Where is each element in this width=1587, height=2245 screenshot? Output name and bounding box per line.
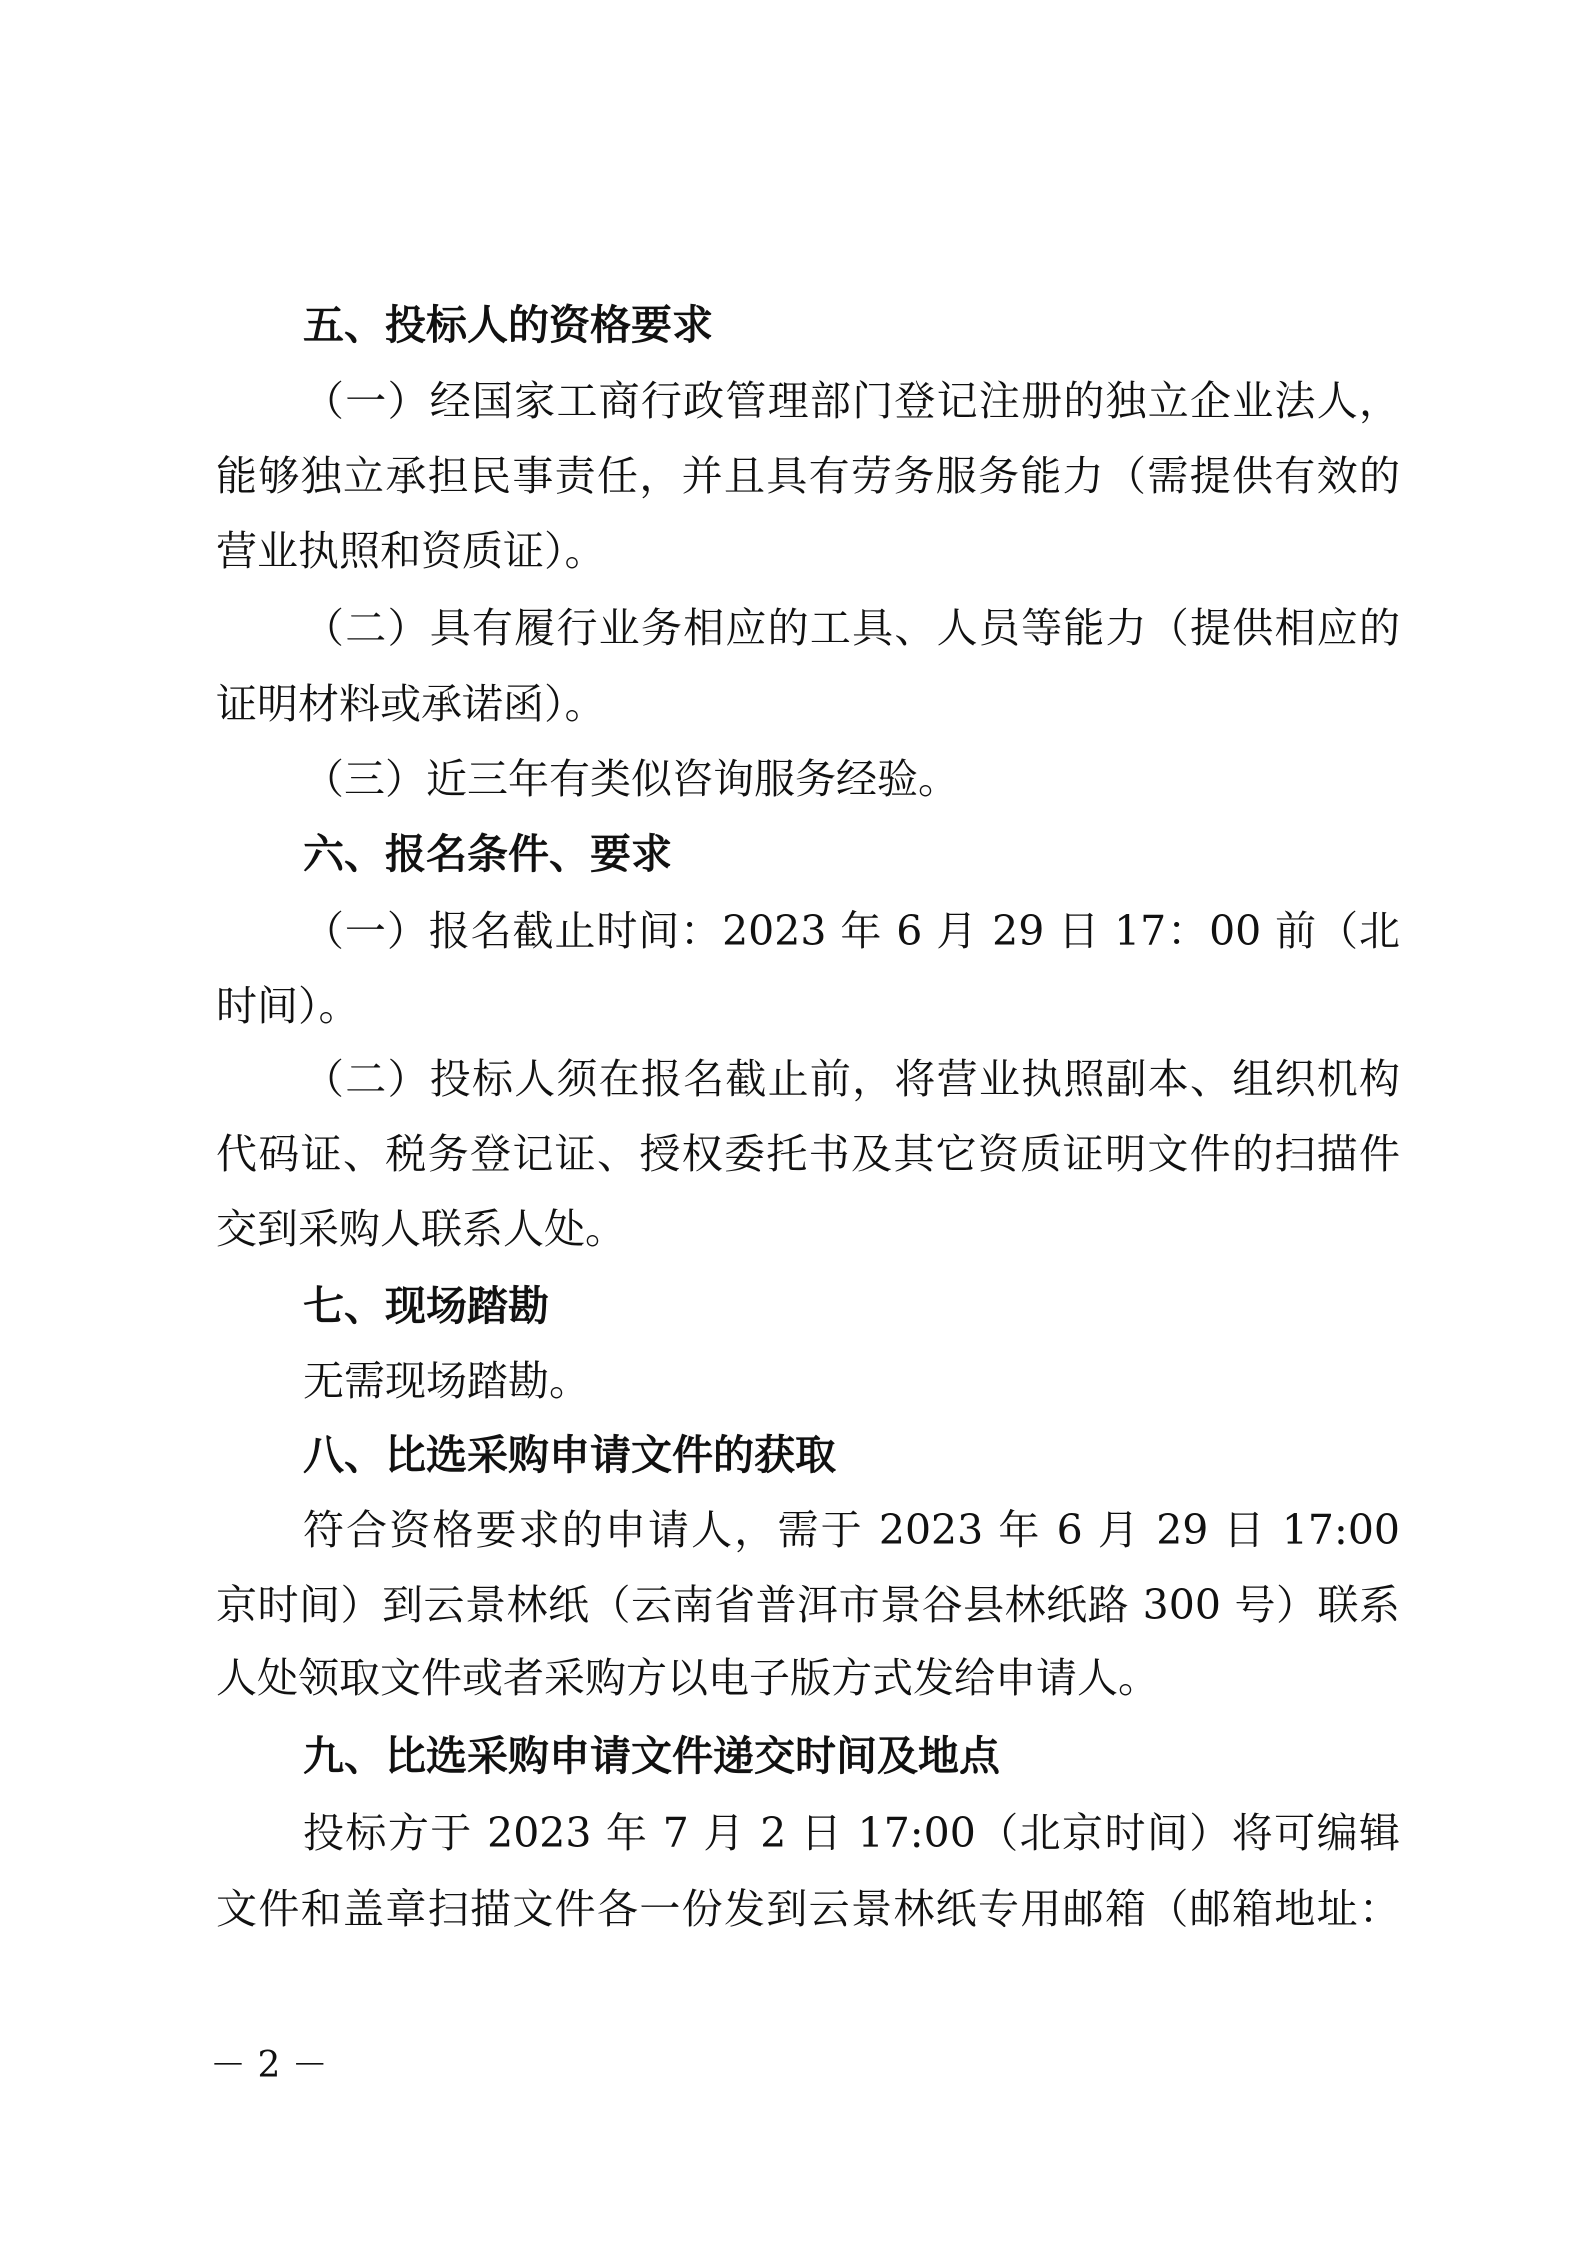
paragraph-line: 符合资格要求的申请人，需于 2023 年 6 月 29 日 17:00 xyxy=(303,1506,1400,1554)
paragraph-line: 证明材料或承诺函）。 xyxy=(216,680,606,728)
paragraph-line: 人处领取文件或者采购方以电子版方式发给申请人。 xyxy=(216,1654,1159,1702)
page-number: － 2 － xyxy=(210,2045,328,2086)
paragraph-line: （二）具有履行业务相应的工具、人员等能力（提供相应的 xyxy=(303,604,1400,652)
paragraph-line: 代码证、税务登记证、授权委托书及其它资质证明文件的扫描件 xyxy=(216,1130,1400,1178)
paragraph-line: 营业执照和资质证）。 xyxy=(216,527,606,575)
paragraph-line: （一）报名截止时间：2023 年 6 月 29 日 17：00 前（北 xyxy=(303,907,1400,955)
paragraph-line: （二）投标人须在报名截止前，将营业执照副本、组织机构 xyxy=(303,1055,1400,1103)
paragraph-line: （一）经国家工商行政管理部门登记注册的独立企业法人， xyxy=(303,377,1400,425)
paragraph-line: 无需现场踏勘。 xyxy=(303,1357,590,1405)
section-heading-6: 六、报名条件、要求 xyxy=(303,830,672,878)
paragraph-line: 能够独立承担民事责任，并且具有劳务服务能力（需提供有效的 xyxy=(216,452,1400,500)
paragraph-line: 文件和盖章扫描文件各一份发到云景林纸专用邮箱（邮箱地址： xyxy=(216,1885,1400,1933)
section-heading-7: 七、现场踏勘 xyxy=(303,1282,549,1330)
section-heading-5: 五、投标人的资格要求 xyxy=(303,301,713,349)
paragraph-line: 投标方于 2023 年 7 月 2 日 17:00（北京时间）将可编辑 xyxy=(303,1809,1400,1857)
paragraph-line: 交到采购人联系人处。 xyxy=(216,1205,626,1253)
paragraph-line: 时间）。 xyxy=(216,982,360,1030)
paragraph-line: 京时间）到云景林纸（云南省普洱市景谷县林纸路 300 号）联系 xyxy=(216,1581,1400,1629)
paragraph-line: （三）近三年有类似咨询服务经验。 xyxy=(303,755,959,803)
section-heading-9: 九、比选采购申请文件递交时间及地点 xyxy=(303,1732,1000,1780)
section-heading-8: 八、比选采购申请文件的获取 xyxy=(303,1431,836,1479)
